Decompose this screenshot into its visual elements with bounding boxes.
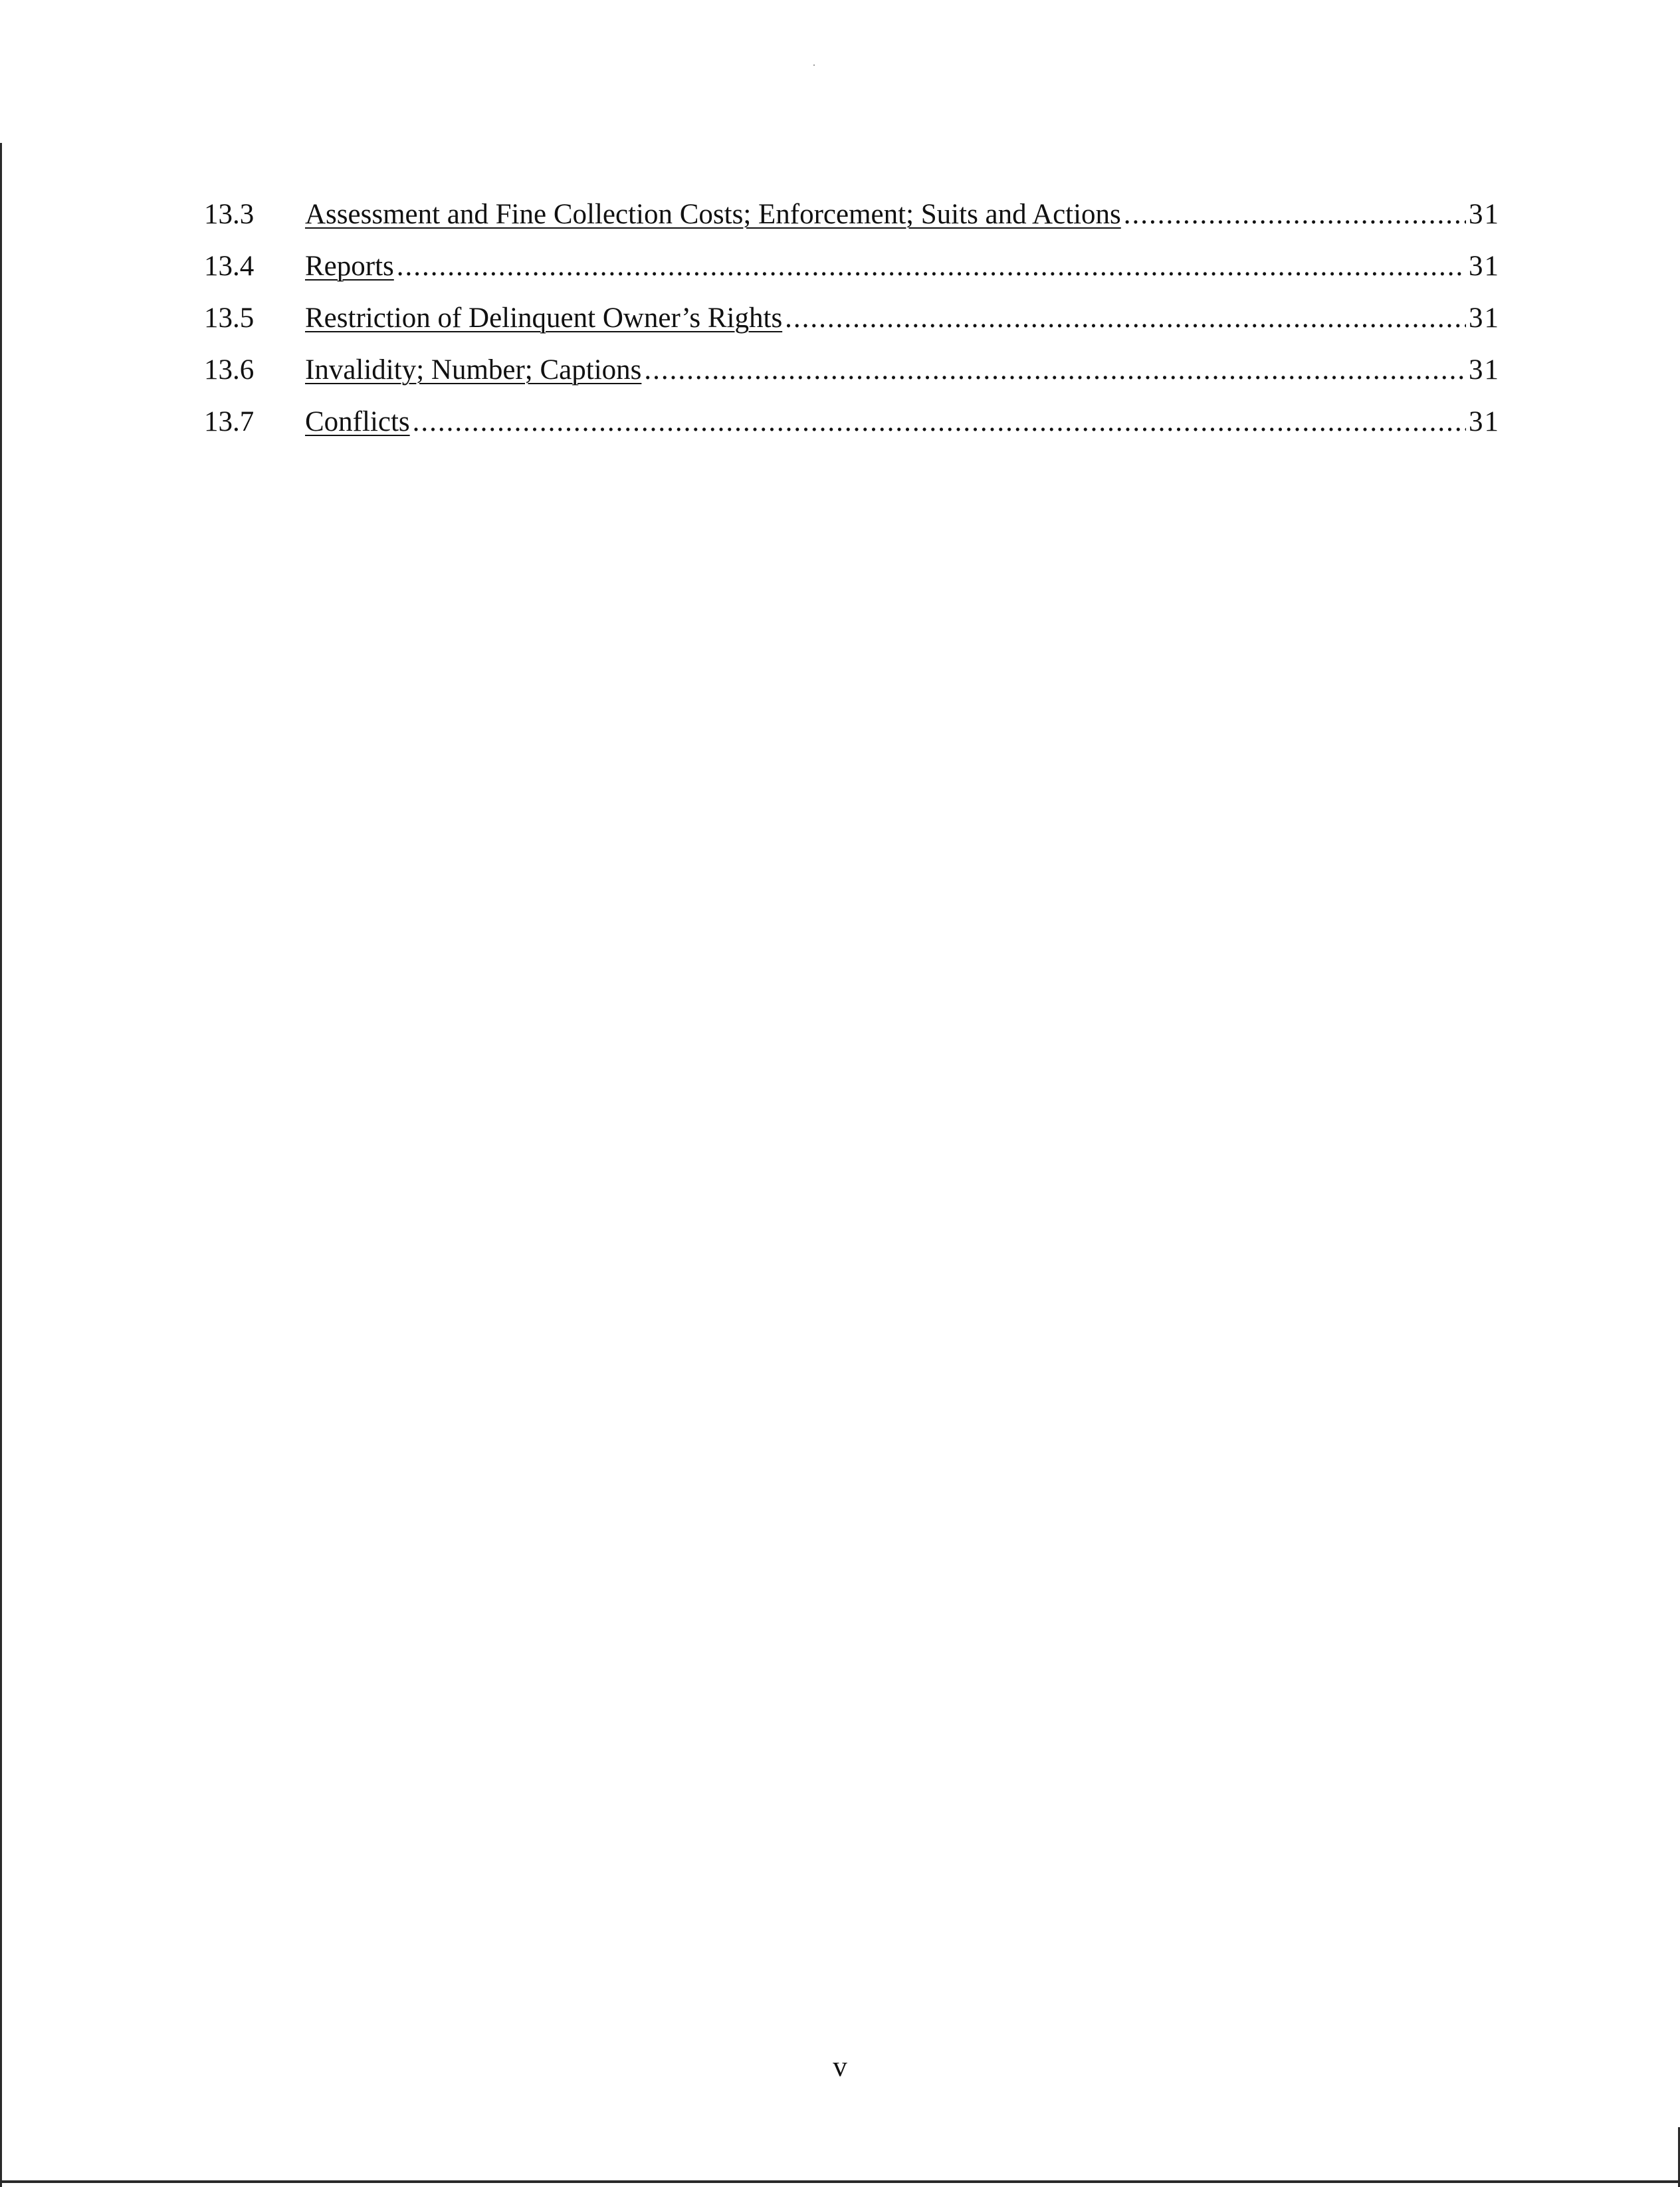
table-of-contents bbox=[204, 196, 1500, 455]
toc-dot-leader bbox=[397, 248, 1466, 285]
scan-edge-left bbox=[0, 143, 2, 2187]
toc-entry-title-link[interactable]: Conflicts bbox=[305, 406, 410, 437]
toc-entry-page: 31 bbox=[1469, 354, 1500, 386]
toc-entry[interactable] bbox=[204, 196, 1500, 248]
toc-entry-number: 13.5 bbox=[204, 302, 255, 334]
toc-entry-number: 13.4 bbox=[204, 251, 255, 282]
scan-edge-bottom bbox=[0, 2180, 1680, 2183]
toc-entry-page: 31 bbox=[1469, 251, 1500, 282]
toc-entry[interactable] bbox=[204, 300, 1500, 352]
toc-entry-title-link[interactable]: Restriction of Delinquent Owner’s Rights bbox=[305, 302, 783, 334]
toc-entry-title-link[interactable]: Invalidity; Number; Captions bbox=[305, 354, 642, 386]
toc-entry-page: 31 bbox=[1469, 199, 1500, 230]
toc-dot-leader bbox=[785, 300, 1466, 337]
toc-dot-leader bbox=[644, 352, 1466, 389]
toc-entry[interactable] bbox=[204, 352, 1500, 403]
toc-entry[interactable] bbox=[204, 248, 1500, 300]
toc-entry-page: 31 bbox=[1469, 302, 1500, 334]
toc-entry-title-link[interactable]: Assessment and Fine Collection Costs; Enforcement; Suits and Actions bbox=[305, 199, 1121, 230]
toc-entry-number: 13.7 bbox=[204, 406, 255, 437]
toc-dot-leader bbox=[1124, 196, 1466, 233]
toc-entry-number: 13.3 bbox=[204, 199, 255, 230]
toc-entry[interactable] bbox=[204, 403, 1500, 455]
toc-entry-number: 13.6 bbox=[204, 354, 255, 386]
toc-dot-leader bbox=[413, 403, 1466, 441]
scan-speck bbox=[813, 64, 815, 66]
page-number: v bbox=[833, 2051, 847, 2083]
toc-entry-title-link[interactable]: Reports bbox=[305, 251, 394, 282]
toc-entry-page: 31 bbox=[1469, 406, 1500, 437]
